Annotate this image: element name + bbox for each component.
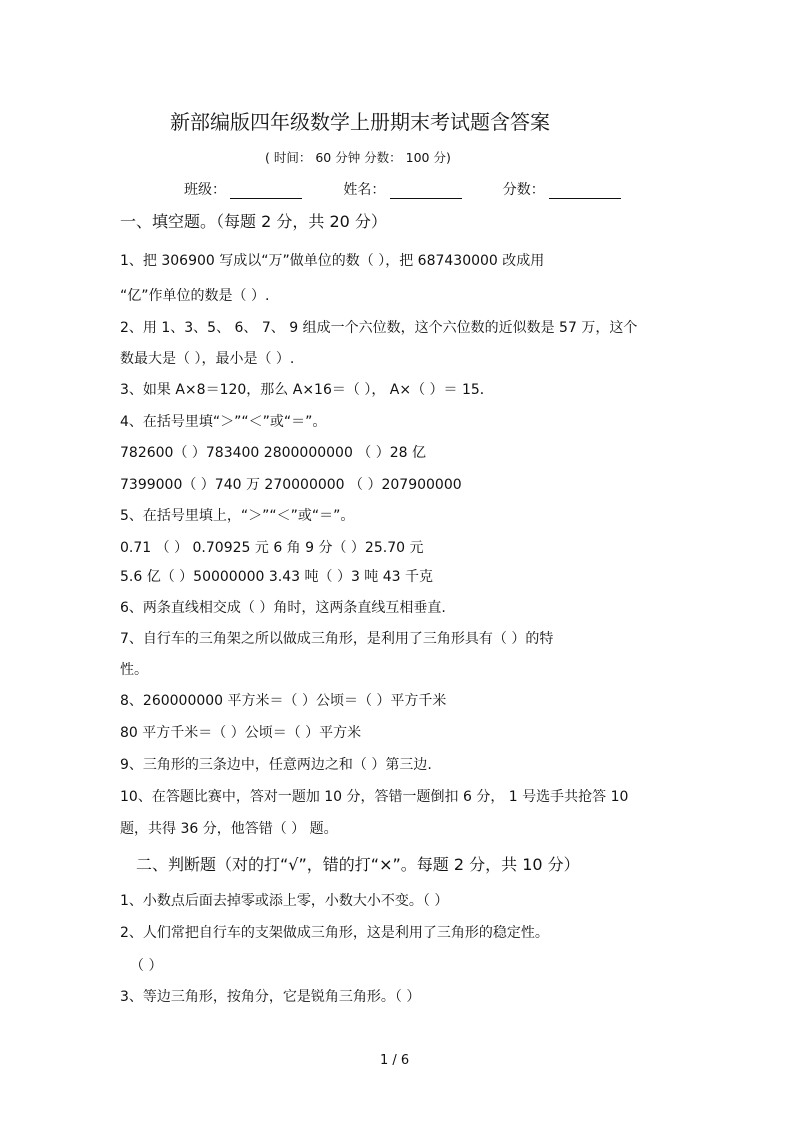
class-blank[interactable] xyxy=(230,184,302,199)
section-2-heading: 二、判断题（对的打“√”，错的打“×”。每题 2 分，共 10 分） xyxy=(136,855,580,874)
score-blank[interactable] xyxy=(549,184,621,199)
question-line: 题，共得 36 分，他答错（ ） 题。 xyxy=(120,821,338,837)
question-line: 7、自行车的三角架之所以做成三角形，是利用了三角形具有（ ）的特 xyxy=(120,631,554,647)
class-label: 班级： xyxy=(184,182,226,198)
question-line: （ ） xyxy=(130,958,163,974)
question-line: 1、把 306900 写成以“万”做单位的数（ ），把 687430000 改成用 xyxy=(120,253,545,269)
score-label: 分数： xyxy=(502,182,545,198)
name-blank[interactable] xyxy=(390,184,462,199)
question-line: 3、如果 A×8＝120，那么 A×16＝（ ）， A×（ ）＝ 15． xyxy=(120,382,494,398)
question-line: 7399000（ ）740 万 270000000 （ ）207900000 xyxy=(120,477,462,493)
question-line: 2、用 1、3、5、 6、 7、 9 组成一个六位数，这个六位数的近似数是 57 万，这个 xyxy=(120,320,638,336)
question-line: 782600（ ）783400 2800000000 （ ）28 亿 xyxy=(120,445,427,461)
question-line: 80 平方千米＝（ ）公顷＝（ ）平方米 xyxy=(120,725,362,741)
question-line: 9、三角形的三条边中，任意两边之和（ ）第三边. xyxy=(120,757,432,773)
question-line: 6、两条直线相交成（ ）角时，这两条直线互相垂直. xyxy=(120,600,446,616)
exam-time-score: ( 时间： 60 分钟 分数： 100 分) xyxy=(265,150,451,165)
question-line: 8、260000000 平方米＝（ ）公顷＝（ ）平方千米 xyxy=(120,693,447,709)
question-line: “亿”作单位的数是（ ）. xyxy=(120,288,270,304)
question-line: 1、小数点后面去掉零或添上零，小数大小不变。（ ） xyxy=(120,893,449,909)
info-row xyxy=(184,181,621,199)
question-line: 数最大是（ ），最小是（ ）. xyxy=(120,351,295,367)
question-line: 10、在答题比赛中，答对一题加 10 分，答错一题倒扣 6 分， 1 号选手共抢答 10 xyxy=(120,789,629,805)
question-line: 2、人们常把自行车的支架做成三角形，这是利用了三角形的稳定性。 xyxy=(120,925,549,941)
question-line: 性。 xyxy=(120,662,148,678)
question-line: 5.6 亿（ ）50000000 3.43 吨（ ）3 吨 43 千克 xyxy=(120,569,434,585)
question-line: 4、在括号里填“＞”“＜”或“＝”。 xyxy=(120,414,327,430)
question-line: 0.71 （ ） 0.70925 元 6 角 9 分（ ）25.70 元 xyxy=(120,540,424,556)
question-line: 3、等边三角形，按角分，它是锐角三角形。（ ） xyxy=(120,989,421,1005)
name-label: 姓名： xyxy=(343,182,386,198)
page-title: 新部编版四年级数学上册期末考试题含答案 xyxy=(170,110,550,134)
question-line: 5、在括号里填上，“＞”“＜”或“＝”。 xyxy=(120,508,355,524)
section-1-heading: 一、填空题。（每题 2 分，共 20 分） xyxy=(120,212,387,231)
page-number: 1 / 6 xyxy=(380,1053,410,1068)
